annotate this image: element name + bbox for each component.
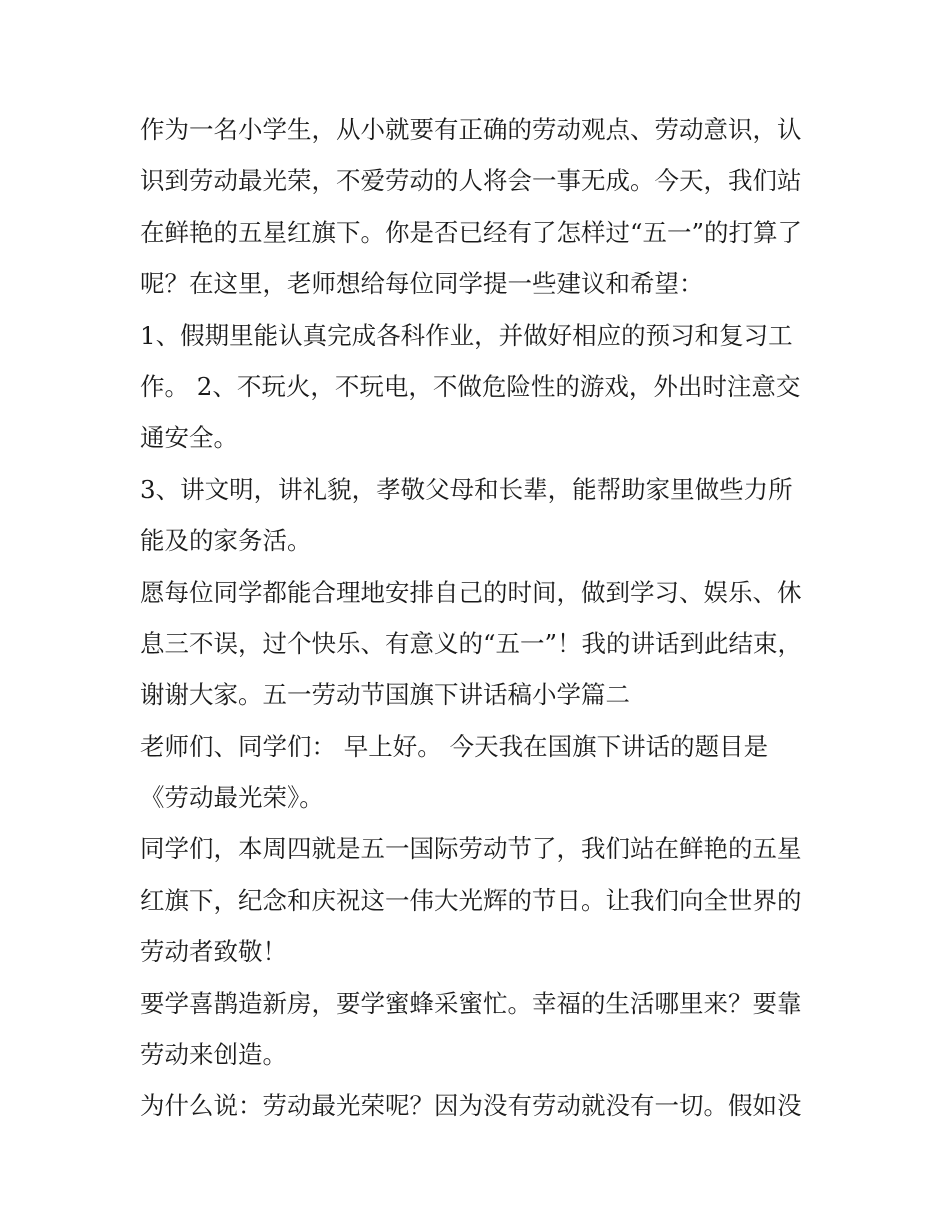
- text-line: 同学们，本周四就是五一国际劳动节了，我们站在鲜艳的五星: [140, 834, 802, 864]
- text-line: 愿每位同学都能合理地安排自己的时间，做到学习、娱乐、休: [140, 577, 802, 607]
- text-line: 劳动来创造。: [140, 1040, 287, 1070]
- text-line: 作为一名小学生，从小就要有正确的劳动观点、劳动意识，认: [140, 115, 802, 144]
- text-line: 呢？在这里，老师想给每位同学提一些建议和希望：: [140, 269, 704, 299]
- text-line: 劳动者致敬！: [140, 937, 287, 967]
- text-line: 《劳动最光荣》。: [140, 783, 324, 813]
- text-line: 3、讲文明，讲礼貌，孝敬父母和长辈，能帮助家里做些力所: [140, 474, 793, 504]
- text-line: 通安全。: [140, 423, 238, 453]
- text-line: 为什么说：劳动最光荣呢？因为没有劳动就没有一切。假如没: [140, 1091, 802, 1121]
- text-line: 息三不误，过个快乐、有意义的“五一”！我的讲话到此结束，: [140, 628, 803, 658]
- text-line: 作。 2、不玩火，不玩电，不做危险性的游戏，外出时注意交: [140, 371, 801, 401]
- text-line: 谢谢大家。五一劳动节国旗下讲话稿小学篇二: [140, 680, 630, 710]
- text-line: 要学喜鹊造新房，要学蜜蜂采蜜忙。幸福的生活哪里来？要靠: [140, 988, 802, 1018]
- text-line: 红旗下，纪念和庆祝这一伟大光辉的节日。让我们向全世界的: [140, 885, 802, 915]
- text-line: 老师们、同学们： 早上好。 今天我在国旗下讲话的题目是: [140, 731, 769, 761]
- text-line: 识到劳动最光荣，不爱劳动的人将会一事无成。今天，我们站: [140, 166, 802, 196]
- text-line: 在鲜艳的五星红旗下。你是否已经有了怎样过“五一”的打算了: [140, 217, 803, 247]
- text-line: 1、假期里能认真完成各科作业，并做好相应的预习和复习工: [140, 320, 793, 350]
- document-body: [140, 104, 820, 1132]
- text-line: 能及的家务活。: [140, 526, 312, 556]
